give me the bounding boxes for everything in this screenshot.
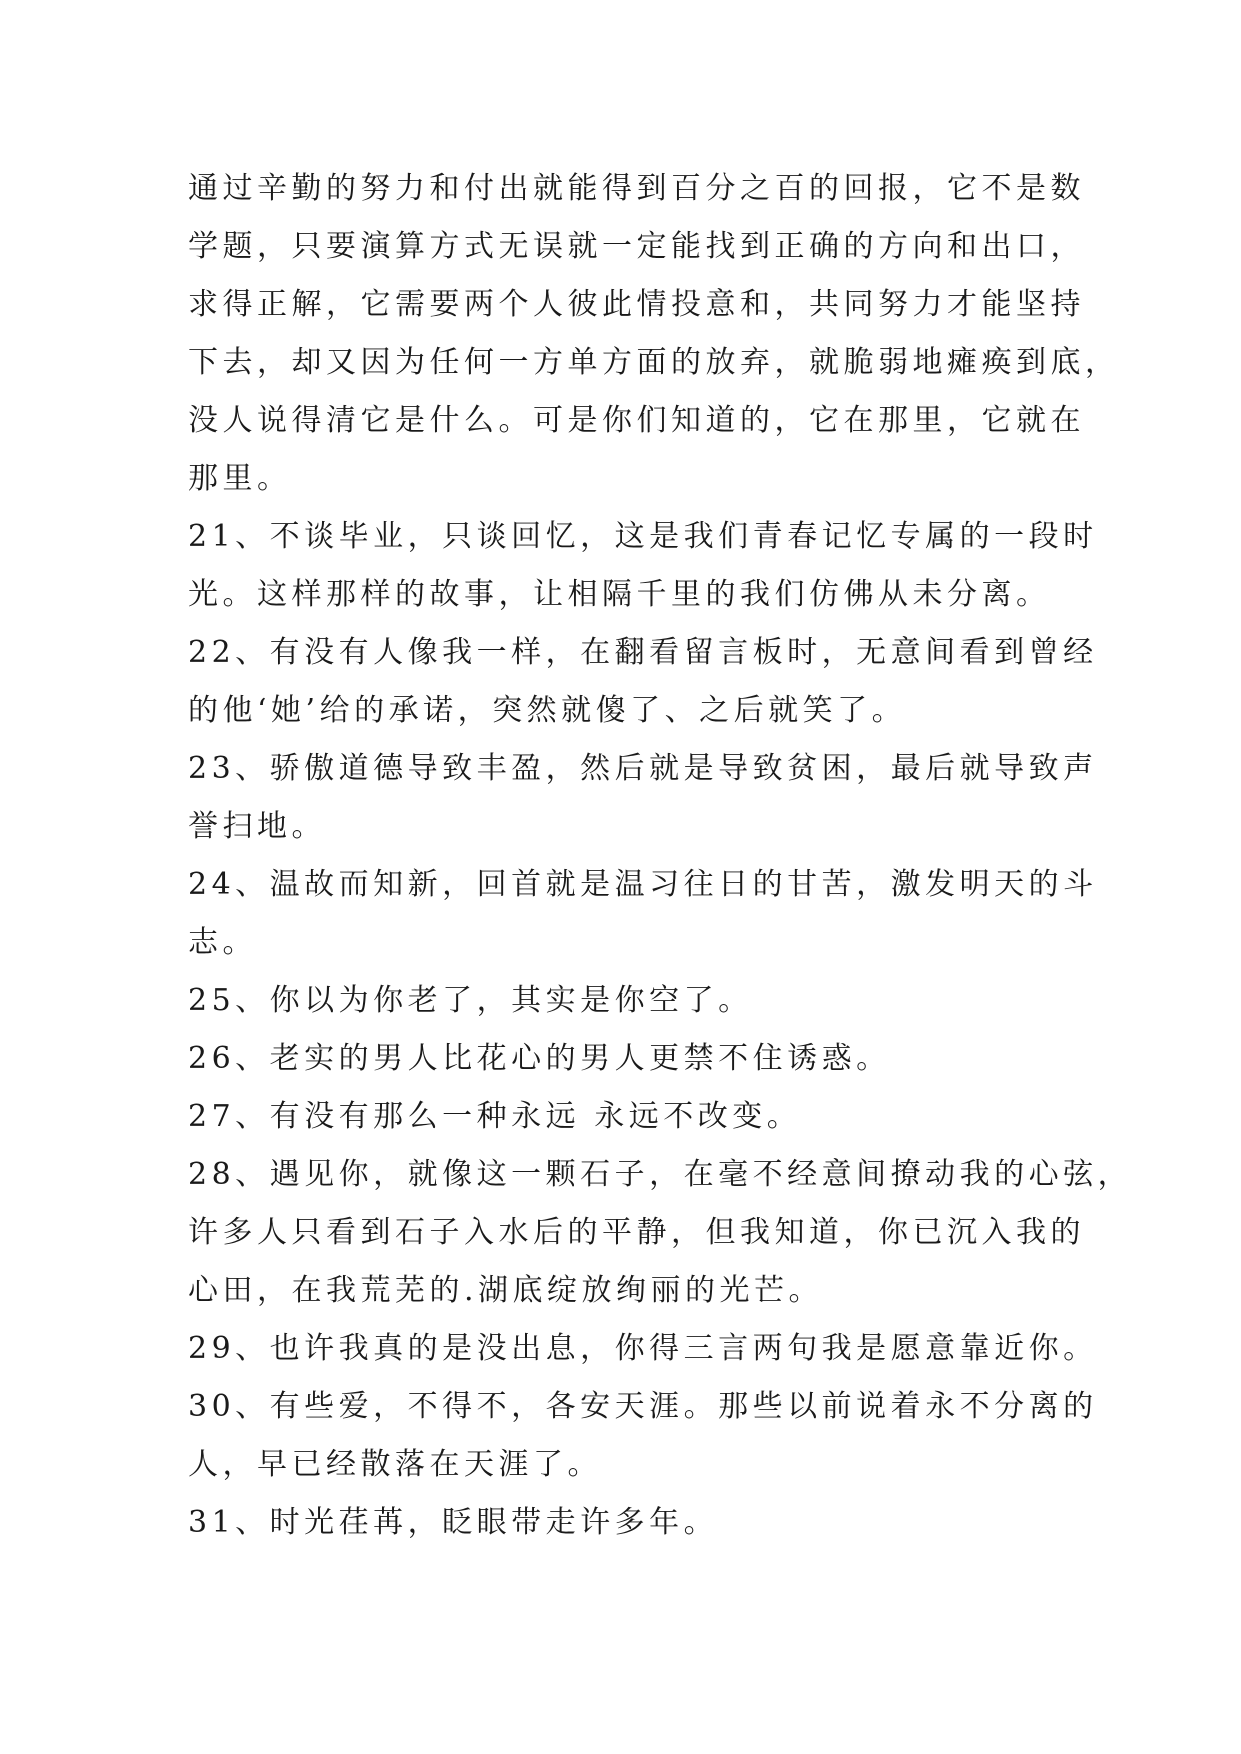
text-line: 心田，在我荒芜的.湖底绽放绚丽的光芒。	[188, 1273, 824, 1308]
text-line: 通过辛勤的努力和付出就能得到百分之百的回报，它不是数	[188, 171, 1085, 206]
text-line: 25、你以为你老了，其实是你空了。	[188, 983, 753, 1018]
text-line: 许多人只看到石子入水后的平静，但我知道，你已沉入我的	[188, 1215, 1085, 1250]
text-line: 27、有没有那么一种永远 永远不改变。	[188, 1099, 802, 1134]
text-line: 誉扫地。	[188, 809, 326, 844]
text-line: 求得正解，它需要两个人彼此情投意和，共同努力才能坚持	[188, 287, 1085, 322]
text-line: 30、有些爱，不得不，各安天涯。那些以前说着永不分离的	[188, 1389, 1098, 1424]
text-line: 志。	[188, 925, 257, 960]
text-line: 的他‘她’给的承诺，突然就傻了、之后就笑了。	[188, 693, 907, 728]
text-line: 23、骄傲道德导致丰盈，然后就是导致贫困，最后就导致声	[188, 751, 1098, 786]
text-line: 22、有没有人像我一样，在翻看留言板时，无意间看到曾经	[188, 635, 1098, 670]
text-line: 人，早已经散落在天涯了。	[188, 1447, 602, 1482]
text-line: 24、温故而知新，回首就是温习往日的甘苦，激发明天的斗	[188, 867, 1098, 902]
text-line: 21、不谈毕业，只谈回忆，这是我们青春记忆专属的一段时	[188, 519, 1098, 554]
text-line: 下去，却又因为任何一方单方面的放弃，就脆弱地瘫痪到底，	[188, 345, 1120, 380]
text-line: 没人说得清它是什么。可是你们知道的，它在那里，它就在	[188, 403, 1085, 438]
text-line: 26、老实的男人比花心的男人更禁不住诱惑。	[188, 1041, 891, 1076]
text-line: 学题，只要演算方式无误就一定能找到正确的方向和出口，	[188, 229, 1085, 264]
text-line: 光。这样那样的故事，让相隔千里的我们仿佛从未分离。	[188, 577, 1051, 612]
document-body	[188, 160, 1133, 1552]
text-line: 28、遇见你，就像这一颗石子，在毫不经意间撩动我的心弦，	[188, 1157, 1133, 1192]
text-line: 29、也许我真的是没出息，你得三言两句我是愿意靠近你。	[188, 1331, 1098, 1366]
text-line: 31、时光荏苒，眨眼带走许多年。	[188, 1505, 719, 1540]
text-line: 那里。	[188, 461, 292, 496]
